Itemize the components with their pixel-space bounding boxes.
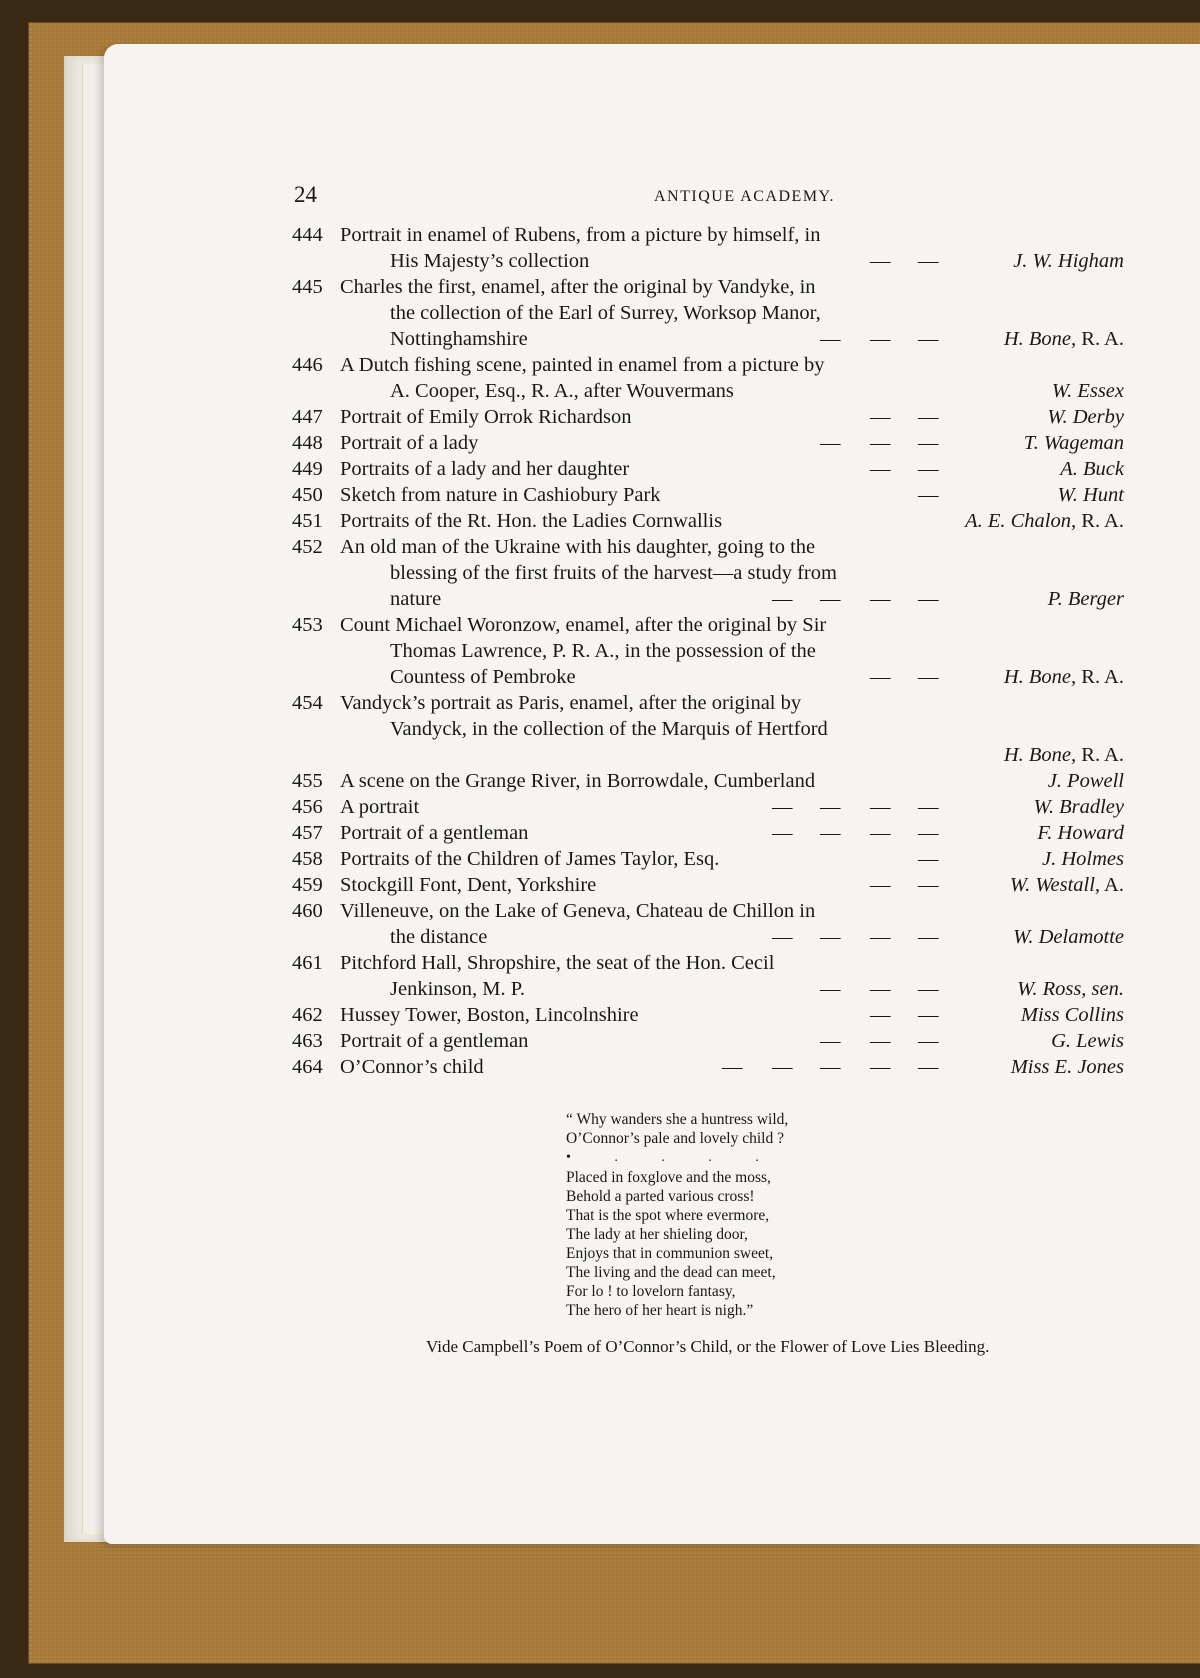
dash-leader: — [918, 1030, 939, 1052]
catalogue-entry [292, 1002, 1124, 1028]
poem-line: O’Connor’s pale and lovely child ? [566, 1130, 784, 1147]
artist-name [1048, 586, 1124, 612]
page-number: 24 [294, 182, 317, 207]
dash-leader: — [918, 1004, 939, 1026]
entry-number: 453 [292, 614, 323, 636]
entry-number: 450 [292, 484, 323, 506]
dash-leader: — [870, 926, 891, 948]
poem-line: Enjoys that in communion sweet, [566, 1245, 774, 1262]
artist-name-italic: Miss E. Jones [1010, 1056, 1124, 1078]
artist-honorific: R. A. [1076, 510, 1124, 532]
dash-leader: — [820, 328, 841, 350]
dash-leader: — [870, 822, 891, 844]
entry-title-text: A scene on the Grange River, in Borrowdale, Cumberland [340, 770, 816, 792]
entry-number: 455 [292, 770, 323, 792]
dash-leader: — [820, 1056, 841, 1078]
entry-title-text: Hussey Tower, Boston, Lincolnshire [340, 1004, 639, 1026]
artist-name-italic: T. Wageman [1023, 432, 1124, 454]
catalogue-entry [292, 768, 1124, 794]
entry-line [292, 742, 1124, 768]
dash-leader: — [870, 1056, 891, 1078]
artist-name-italic: H. Bone, [1003, 744, 1077, 766]
artist-name-italic: W. Ross, sen. [1017, 978, 1124, 1000]
entry-line [292, 482, 1124, 508]
artist-name [1004, 742, 1124, 768]
dash-leader: — [918, 588, 939, 610]
catalogue-entry [292, 274, 1124, 352]
poem-line: The living and the dead can meet, [566, 1264, 776, 1281]
entry-title-text: Vandyck, in the collection of the Marquis of Hertford [390, 718, 828, 740]
entry-title-text: An old man of the Ukraine with his daughter, going to the [340, 536, 816, 558]
entry-title-text: His Majesty’s collection [390, 250, 590, 272]
catalogue-entry [292, 482, 1124, 508]
entry-number: 460 [292, 900, 323, 922]
artist-name-italic: Miss Collins [1020, 1004, 1124, 1026]
entry-line [292, 1054, 1124, 1080]
dash-leader: — [772, 1056, 793, 1078]
entry-title-text: Portraits of the Rt. Hon. the Ladies Cornwallis [340, 510, 723, 532]
dash-leader: — [918, 874, 939, 896]
entry-title-text: Nottinghamshire [390, 328, 528, 350]
artist-name-italic: J. Powell [1047, 770, 1124, 792]
dash-leader: — [918, 926, 939, 948]
entry-title-text: Jenkinson, M. P. [390, 978, 525, 1000]
artist-name-italic: W. Bradley [1033, 796, 1124, 818]
entry-number: 461 [292, 952, 323, 974]
page-header [294, 182, 1094, 212]
entry-line [292, 976, 1124, 1002]
entry-title-text: Charles the first, enamel, after the original by Vandyke, in [340, 276, 816, 298]
entry-number: 463 [292, 1030, 323, 1052]
artist-name-italic: W. Derby [1047, 406, 1124, 428]
dash-leader: — [918, 484, 939, 506]
catalogue-entry [292, 1028, 1124, 1054]
poem-line: The lady at her shieling door, [566, 1226, 748, 1243]
dash-leader: — [918, 406, 939, 428]
entry-number: 448 [292, 432, 323, 454]
entry-line [292, 898, 1124, 924]
artist-name-italic: A. Buck [1060, 458, 1124, 480]
entry-title-text: the collection of the Earl of Surrey, Worksop Manor, [390, 302, 821, 324]
running-head: ANTIQUE ACADEMY. [654, 188, 836, 205]
entry-number: 458 [292, 848, 323, 870]
entry-number: 459 [292, 874, 323, 896]
artist-name-italic: J. W. Higham [1013, 250, 1124, 272]
dash-leader: — [820, 1030, 841, 1052]
entry-line [292, 326, 1124, 352]
entry-title-text: Portrait of a gentleman [340, 822, 529, 844]
dash-leader: — [918, 822, 939, 844]
entry-number: 445 [292, 276, 323, 298]
entry-line [292, 664, 1124, 690]
artist-name [1037, 820, 1124, 846]
entry-title-text: Portraits of a lady and her daughter [340, 458, 630, 480]
artist-name-italic: H. Bone, [1003, 328, 1077, 350]
catalogue-entry [292, 1054, 1124, 1080]
catalogue-entry [292, 820, 1124, 846]
entry-title-text: Villeneuve, on the Lake of Geneva, Chateau de Chillon in [340, 900, 816, 922]
entry-line [292, 794, 1124, 820]
artist-name [1034, 794, 1124, 820]
entry-line [292, 248, 1124, 274]
entry-line [292, 716, 1124, 742]
entry-title-text: Sketch from nature in Cashiobury Park [340, 484, 661, 506]
artist-name-italic: F. Howard [1037, 822, 1124, 844]
entry-number: 454 [292, 692, 323, 714]
entry-number: 449 [292, 458, 323, 480]
catalogue-entry [292, 612, 1124, 690]
entry-line [292, 820, 1124, 846]
dash-leader: — [870, 328, 891, 350]
catalogue-entry [292, 898, 1124, 950]
entry-line [292, 612, 1124, 638]
dash-leader: — [820, 978, 841, 1000]
entry-line [292, 508, 1124, 534]
entry-title-text: A. Cooper, Esq., R. A., after Wouvermans [390, 380, 734, 402]
dash-leader: — [918, 250, 939, 272]
dash-leader: — [870, 1030, 891, 1052]
catalogue-entries [292, 222, 1124, 1080]
entry-title-text: nature [390, 588, 442, 610]
entry-number: 457 [292, 822, 323, 844]
artist-name [1024, 430, 1124, 456]
entry-number: 451 [292, 510, 323, 532]
dash-leader: — [918, 432, 939, 454]
entry-title-text: Countess of Pembroke [390, 666, 576, 688]
catalogue-entry [292, 794, 1124, 820]
entry-line [292, 1028, 1124, 1054]
dash-leader: — [722, 1056, 743, 1078]
artist-name [1021, 1002, 1124, 1028]
entry-line [292, 430, 1124, 456]
dash-leader: — [870, 250, 891, 272]
poem-line: That is the spot where evermore, [566, 1207, 770, 1224]
entry-line [292, 222, 1124, 248]
dash-leader: — [772, 822, 793, 844]
poem-quotation [566, 1110, 986, 1320]
dash-leader: — [772, 588, 793, 610]
catalogue-entry [292, 404, 1124, 430]
entry-title-text: Pitchford Hall, Shropshire, the seat of the Hon. Cecil [340, 952, 775, 974]
catalogue-entry [292, 508, 1124, 534]
artist-name-italic: G. Lewis [1051, 1030, 1124, 1052]
artist-name-italic: W. Hunt [1057, 484, 1124, 506]
entry-number: 447 [292, 406, 323, 428]
artist-name [1013, 924, 1124, 950]
entry-title-text: Portraits of the Children of James Taylor, Esq. [340, 848, 720, 870]
artist-honorific: R. A. [1076, 666, 1124, 688]
entry-line [292, 950, 1124, 976]
dash-leader: — [918, 458, 939, 480]
entry-title-text: Thomas Lawrence, P. R. A., in the possession of the [390, 640, 816, 662]
dash-leader: — [870, 432, 891, 454]
artist-name [1004, 326, 1124, 352]
artist-name [1060, 456, 1124, 482]
entry-title-text: O’Connor’s child [340, 1056, 484, 1078]
dash-leader: — [772, 926, 793, 948]
catalogue-entry [292, 430, 1124, 456]
catalogue-entry [292, 872, 1124, 898]
dash-leader: — [820, 796, 841, 818]
dash-leader: — [918, 666, 939, 688]
dash-leader: — [918, 848, 939, 870]
dash-leader: — [820, 926, 841, 948]
dash-leader: — [918, 796, 939, 818]
artist-name [1042, 846, 1124, 872]
entry-number: 452 [292, 536, 323, 558]
dash-leader: — [870, 666, 891, 688]
dash-leader: — [870, 796, 891, 818]
artist-name [1010, 872, 1124, 898]
dash-leader: — [918, 328, 939, 350]
entry-title-text: Count Michael Woronzow, enamel, after the original by Sir [340, 614, 827, 636]
artist-name-italic: A. E. Chalon, [965, 510, 1077, 532]
entry-title-text: A portrait [340, 796, 420, 818]
artist-honorific: R. A. [1076, 328, 1124, 350]
poem-line: “ Why wanders she a huntress wild, [566, 1111, 789, 1128]
dash-leader: — [820, 432, 841, 454]
poem-line: The hero of her heart is nigh.” [566, 1302, 754, 1319]
artist-name [1058, 482, 1124, 508]
entry-line [292, 586, 1124, 612]
artist-name-italic: P. Berger [1047, 588, 1124, 610]
dash-leader: — [870, 458, 891, 480]
artist-name [1013, 248, 1124, 274]
poem-line: For lo ! to lovelorn fantasy, [566, 1283, 736, 1300]
artist-name-italic: W. Westall, [1009, 874, 1101, 896]
dash-leader: — [870, 978, 891, 1000]
entry-title-text: Vandyck’s portrait as Paris, enamel, after the original by [340, 692, 802, 714]
entry-line [292, 768, 1124, 794]
entry-line [292, 456, 1124, 482]
entry-line [292, 274, 1124, 300]
entry-title-text: Stockgill Font, Dent, Yorkshire [340, 874, 597, 896]
artist-honorific: A. [1100, 874, 1124, 896]
dash-leader: — [870, 1004, 891, 1026]
catalogue-entry [292, 456, 1124, 482]
catalogue-entry [292, 846, 1124, 872]
catalogue-entry [292, 690, 1124, 768]
entry-number: 464 [292, 1056, 323, 1078]
dash-leader: — [820, 588, 841, 610]
dash-leader: — [870, 588, 891, 610]
entry-title-text: Portrait of a gentleman [340, 1030, 529, 1052]
dash-leader: — [870, 406, 891, 428]
artist-name [1004, 664, 1124, 690]
artist-name [1011, 1054, 1124, 1080]
artist-name [1052, 378, 1124, 404]
artist-name-italic: H. Bone, [1003, 666, 1077, 688]
catalogue-entry [292, 222, 1124, 274]
catalogue-entry [292, 534, 1124, 612]
entry-number: 444 [292, 224, 323, 246]
dash-leader: — [870, 874, 891, 896]
entry-title-text: Portrait of a lady [340, 432, 479, 454]
entry-line [292, 378, 1124, 404]
entry-line [292, 300, 1124, 326]
artist-name [1047, 404, 1124, 430]
dash-leader: — [918, 978, 939, 1000]
entry-line [292, 404, 1124, 430]
artist-name [965, 508, 1124, 534]
entry-line [292, 352, 1124, 378]
entry-line [292, 1002, 1124, 1028]
entry-number: 456 [292, 796, 323, 818]
artist-name [1048, 768, 1124, 794]
entry-number: 446 [292, 354, 323, 376]
entry-title-text: the distance [390, 926, 488, 948]
poem-line: Placed in foxglove and the moss, [566, 1169, 771, 1186]
entry-line [292, 638, 1124, 664]
entry-line [292, 534, 1124, 560]
artist-name-italic: J. Holmes [1042, 848, 1124, 870]
artist-name-italic: W. Essex [1051, 380, 1124, 402]
entry-title-text: Portrait in enamel of Rubens, from a picture by himself, in [340, 224, 821, 246]
entry-line [292, 924, 1124, 950]
artist-name [1017, 976, 1124, 1002]
dash-leader: — [772, 796, 793, 818]
entry-line [292, 872, 1124, 898]
entry-title-text: A Dutch fishing scene, painted in enamel from a picture by [340, 354, 825, 376]
catalogue-entry [292, 352, 1124, 404]
entry-number: 462 [292, 1004, 323, 1026]
entry-line [292, 846, 1124, 872]
poem-line: Behold a parted various cross! [566, 1188, 755, 1205]
entry-title-text: blessing of the first fruits of the harvest—a study from [390, 562, 837, 584]
vide-note: Vide Campbell’s Poem of O’Connor’s Child, or the Flower of Love Lies Bleeding. [426, 1337, 990, 1356]
entry-line [292, 690, 1124, 716]
dash-leader: — [820, 822, 841, 844]
artist-name [1051, 1028, 1124, 1054]
catalogue-entry [292, 950, 1124, 1002]
poem-ellipsis: • . . . . [566, 1150, 779, 1165]
entry-title-text: Portrait of Emily Orrok Richardson [340, 406, 632, 428]
artist-honorific: R. A. [1076, 744, 1124, 766]
book-page [104, 44, 1200, 1544]
artist-name-italic: W. Delamotte [1013, 926, 1124, 948]
entry-line [292, 560, 1124, 586]
dash-leader: — [918, 1056, 939, 1078]
